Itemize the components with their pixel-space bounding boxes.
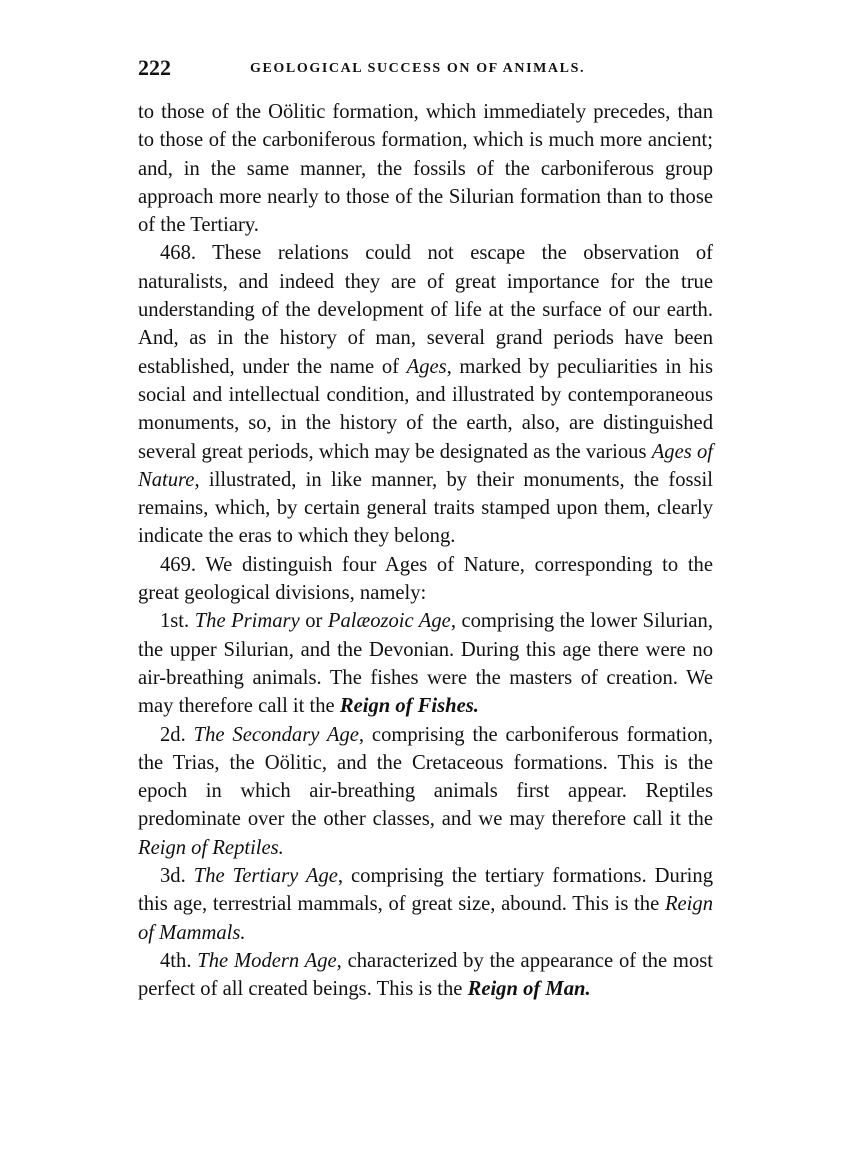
list-ordinal: 3d.: [160, 865, 194, 888]
paragraph-text: , marked by peculiarities in his social and intellectual condition, and illustrated by contemporaneous monuments, so, in the history of the earth, also, are distinguished several great periods, which may be designated as the various: [138, 355, 713, 463]
paragraph-text: 469. We distinguish four Ages of Nature, corresponding to the great geological divisions, namely:: [138, 553, 713, 605]
paragraph-tertiary-age: [138, 862, 713, 947]
paragraph-text: , characterized by the appearance of the most perfect of all created beings. This is the: [138, 949, 713, 1001]
body-text: [138, 98, 713, 1004]
age-alt-name: Palæozoic Age: [327, 610, 451, 633]
list-ordinal: 4th.: [160, 949, 198, 972]
reign-name: Reign of Fishes.: [339, 695, 479, 718]
paragraph-468: [138, 239, 713, 550]
list-ordinal: 2d.: [160, 723, 194, 746]
paragraph-469: [138, 551, 713, 608]
paragraph-text: to those of the Oölitic formation, which immediately precedes, than to those of the carboniferous formation, which is much more ancient; and, in the same manner, the fossils of the carboniferous group approach more nearly to those of the Silurian formation than to those of the Tertiary.: [138, 101, 713, 237]
age-name: The Primary: [194, 610, 300, 633]
paragraph-text: , comprising the lower Silurian, the upper Silurian, and the Devonian. During this age there were no air-breathing animals. The fishes were the masters of creation. We may therefore call it the: [138, 610, 713, 718]
age-name: The Tertiary Age: [193, 865, 338, 888]
paragraph-modern-age: [138, 947, 713, 1004]
term-ages-of-nature: Ages of Nature: [138, 440, 713, 491]
paragraph-continuation: [138, 98, 713, 239]
term-ages: Ages: [406, 355, 447, 378]
paragraph-text: 468. These relations could not escape the observation of naturalists, and indeed they are of great importance for the true understanding of the development of life at the surface of our earth. And, as in the history of man, several grand periods have been established, under the name of: [138, 242, 713, 378]
paragraph-primary-age: [138, 607, 713, 720]
running-head: [138, 55, 713, 85]
paragraph-text: , comprising the tertiary formations. During this age, terrestrial mammals, of great size, abound. This is the: [138, 865, 714, 916]
page-number: 222: [138, 55, 171, 80]
running-title: GEOLOGICAL SUCCESS ON OF ANIMALS.: [250, 61, 586, 76]
paragraph-text: or: [299, 610, 328, 633]
reign-name: Reign of Man.: [467, 978, 591, 1001]
age-name: The Secondary Age: [193, 723, 359, 746]
reign-name: Reign of Reptiles.: [138, 836, 284, 859]
reign-name: Reign of Mammals.: [138, 893, 713, 944]
list-ordinal: 1st.: [160, 610, 195, 633]
paragraph-text: , illustrated, in like manner, by their monuments, the fossil remains, which, by certain general traits stamped upon them, clearly indicate the eras to which they belong.: [138, 468, 713, 548]
paragraph-secondary-age: [138, 721, 713, 862]
paragraph-text: , comprising the carboniferous formation, the Trias, the Oölitic, and the Cretaceous formations. This is the epoch in which air-breathing animals first appear. Reptiles predominate over the other classes, and we may therefore call it the: [138, 723, 713, 831]
age-name: The Modern Age: [197, 949, 337, 972]
